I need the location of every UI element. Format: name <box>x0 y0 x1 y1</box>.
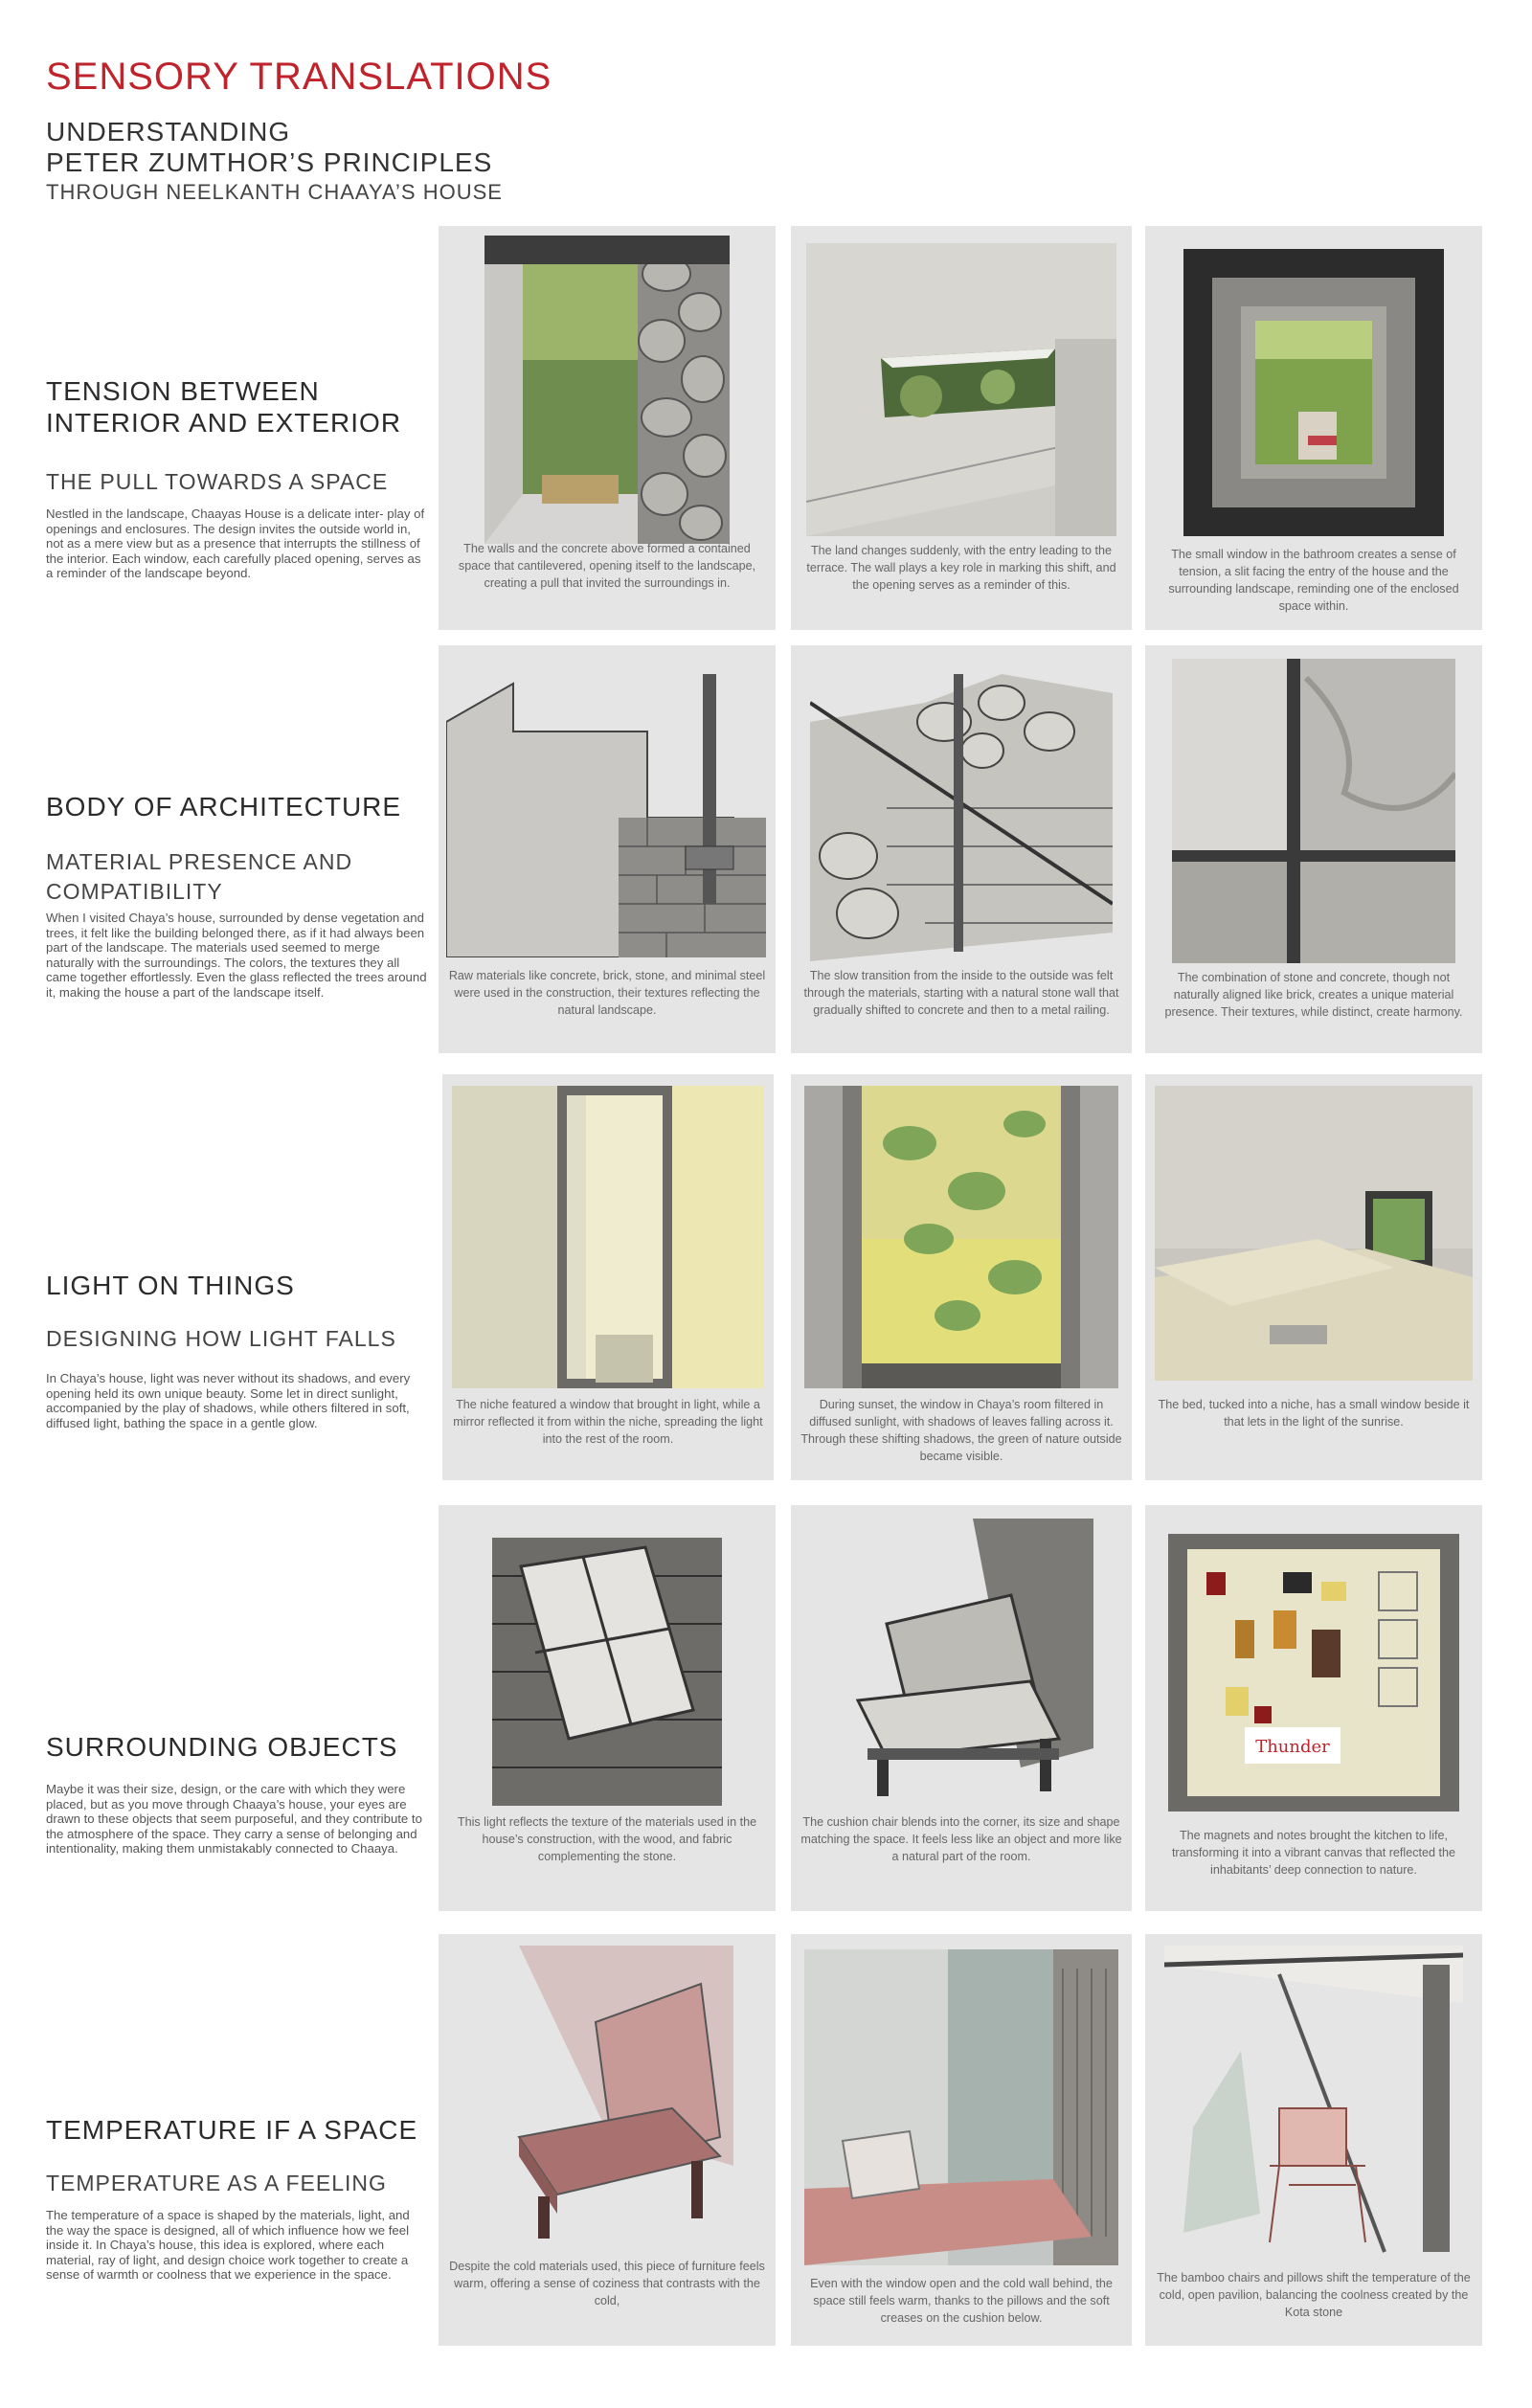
section-body: Maybe it was their size, design, or the care with which they were placed, but as you move through Chaaya’s house, your eyes are drawn to these objects that seem purposeful, and they contribute to the atmosphere of the space. They carry a sense of belonging and intentionality, making them unmistakably connected to Chaaya. <box>46 1782 422 1857</box>
card-wall-light <box>439 1505 776 1911</box>
card-niche-mirror <box>442 1074 774 1480</box>
card-caption: Despite the cold materials used, this piece of furniture feels warm, offering a sense of coziness that contrasts with the cold, <box>449 2260 765 2307</box>
brick-steel-illustration <box>446 655 766 957</box>
card-caption: Even with the window open and the cold wall behind, the space still feels warm, thanks to the pillows and the soft creases on the cushion below. <box>810 2277 1113 2325</box>
section-subheading: MATERIAL PRESENCE AND COMPATIBILITY <box>46 849 353 904</box>
card-caption: Raw materials like concrete, brick, stone, and minimal steel were used in the construction, their textures reflecting the natural landscape. <box>448 969 766 1017</box>
fridge-magnets-illustration <box>1159 1515 1469 1821</box>
wall-slit-illustration <box>806 243 1116 536</box>
window-opening-illustration <box>484 236 730 544</box>
subtitle-line-3: THROUGH NEELKANTH CHAAYA’S HOUSE <box>46 180 503 204</box>
sunset-window-illustration <box>804 1086 1118 1388</box>
card-caption: The magnets and notes brought the kitchen to life, transforming it into a vibrant canvas that reflected the inhabitants’ deep connection to nature. <box>1171 1829 1456 1877</box>
card-window-opening <box>439 226 776 630</box>
card-fridge-magnets <box>1145 1505 1482 1911</box>
wall-light-illustration <box>483 1519 732 1815</box>
section-heading: TENSION BETWEEN INTERIOR AND EXTERIOR <box>46 376 402 438</box>
section-body: In Chaya’s house, light was never without its shadows, and every opening held its own unique beauty. Some let in direct sunlight, accompanied by the play of shadows, while others filtered in soft, diffused light, bathing the space in a gentle glow. <box>46 1371 411 1430</box>
section-tension <box>46 375 429 581</box>
section-body: Nestled in the landscape, Chaayas House is a delicate inter- play of openings and enclosures. The design invites the outside world in, not as a mere view but as a presence that interrupts the stillness of the interior. Each window, each carefully placed opening, serves as a reminder of the landscape beyond. <box>46 506 425 581</box>
card-caption: The bamboo chairs and pillows shift the temperature of the cold, open pavilion, balancing the coolness created by the Kota stone <box>1157 2271 1471 2319</box>
card-bathroom-window <box>1145 226 1482 630</box>
section-subheading: TEMPERATURE AS A FEELING <box>46 2171 387 2195</box>
card-sunset-window <box>791 1074 1132 1480</box>
card-caption: This light reflects the texture of the materials used in the house’s construction, with the wood, and fabric complementing the stone. <box>457 1815 757 1863</box>
section-temperature <box>46 2114 429 2283</box>
section-body: The temperature of a space is shaped by the materials, light, and the way the space is designed, all of which influence how we feel inside it. In Chaya’s house, this idea is explored, where each material, ray of light, and design choice work together to create a sense of warmth or coolness that we experience in the space. <box>46 2208 410 2283</box>
card-window-seat <box>791 1934 1132 2346</box>
subtitle-line-2: PETER ZUMTHOR’S PRINCIPLES <box>46 147 493 177</box>
section-heading: TEMPERATURE IF A SPACE <box>46 2115 418 2145</box>
section-subheading: DESIGNING HOW LIGHT FALLS <box>46 1326 396 1351</box>
card-brick-steel <box>439 645 776 1053</box>
card-caption: The land changes suddenly, with the entry leading to the terrace. The wall plays a key role in marking this shift, and the opening serves as a reminder of this. <box>806 544 1116 592</box>
section-heading: SURROUNDING OBJECTS <box>46 1732 398 1762</box>
section-surrounding-objects <box>46 1731 429 1857</box>
subtitle-line-1: UNDERSTANDING <box>46 117 291 146</box>
card-caption: During sunset, the window in Chaya’s room filtered in diffused sunlight, with shadows of leaves falling across it. Through these shifting shadows, the green of nature outside became visible. <box>800 1398 1122 1463</box>
bed-niche-illustration <box>1155 1086 1473 1381</box>
section-body-of-architecture <box>46 791 429 1001</box>
niche-mirror-illustration <box>452 1086 764 1388</box>
bathroom-window-illustration <box>1164 239 1463 546</box>
card-pink-armchair <box>439 1934 776 2346</box>
window-seat-illustration <box>804 1949 1118 2265</box>
stone-railing-illustration <box>810 664 1113 961</box>
card-cushion-chair <box>791 1505 1132 1911</box>
card-wall-slit <box>791 226 1132 630</box>
card-stone-railing <box>791 645 1132 1053</box>
section-light-on-things <box>46 1270 429 1430</box>
card-bamboo-chair <box>1145 1934 1482 2346</box>
card-caption: The small window in the bathroom creates a sense of tension, a slit facing the entry of the house and the surrounding landscape, reminding one of the enclosed space within. <box>1168 548 1459 613</box>
section-subheading: THE PULL TOWARDS A SPACE <box>46 469 389 494</box>
card-caption: The walls and the concrete above formed a contained space that cantilevered, opening itself to the landscape, creating a pull that invited the surroundings in. <box>458 542 756 590</box>
card-bed-niche <box>1145 1074 1482 1480</box>
section-heading: BODY OF ARCHITECTURE <box>46 792 402 821</box>
pink-armchair-illustration <box>481 1946 733 2240</box>
card-caption: The cushion chair blends into the corner, its size and shape matching the space. It feels less like an object and more like a natural part of the room. <box>800 1815 1122 1863</box>
page-title: SENSORY TRANSLATIONS <box>46 56 552 98</box>
cushion-chair-illustration <box>829 1519 1093 1806</box>
page-subtitle <box>46 117 492 178</box>
card-caption: The bed, tucked into a niche, has a small window beside it that lets in the light of the sunrise. <box>1158 1398 1470 1429</box>
stone-concrete-illustration <box>1172 659 1455 963</box>
bamboo-chair-illustration <box>1164 1946 1463 2260</box>
card-caption: The combination of stone and concrete, though not naturally aligned like brick, creates a unique material presence. Their textures, while distinct, create harmony. <box>1164 971 1463 1019</box>
section-heading: LIGHT ON THINGS <box>46 1271 295 1300</box>
card-stone-concrete <box>1145 645 1482 1053</box>
section-body: When I visited Chaya’s house, surrounded by dense vegetation and trees, it felt like the building belonged there, as if it had always been part of the landscape. The materials used seemed to merge naturally with the surroundings. The colors, the textures they all came together effortlessly. Even the glass reflected the trees around it, making the house a part of the landscape itself. <box>46 911 427 1000</box>
fridge-note-text: Thunder <box>1255 1737 1330 1757</box>
card-caption: The slow transition from the inside to the outside was felt through the materials, starting with a natural stone wall that gradually shifted to concrete and then to a metal railing. <box>803 969 1119 1017</box>
card-caption: The niche featured a window that brought in light, while a mirror reflected it from within the niche, spreading the light into the rest of the room. <box>453 1398 763 1446</box>
